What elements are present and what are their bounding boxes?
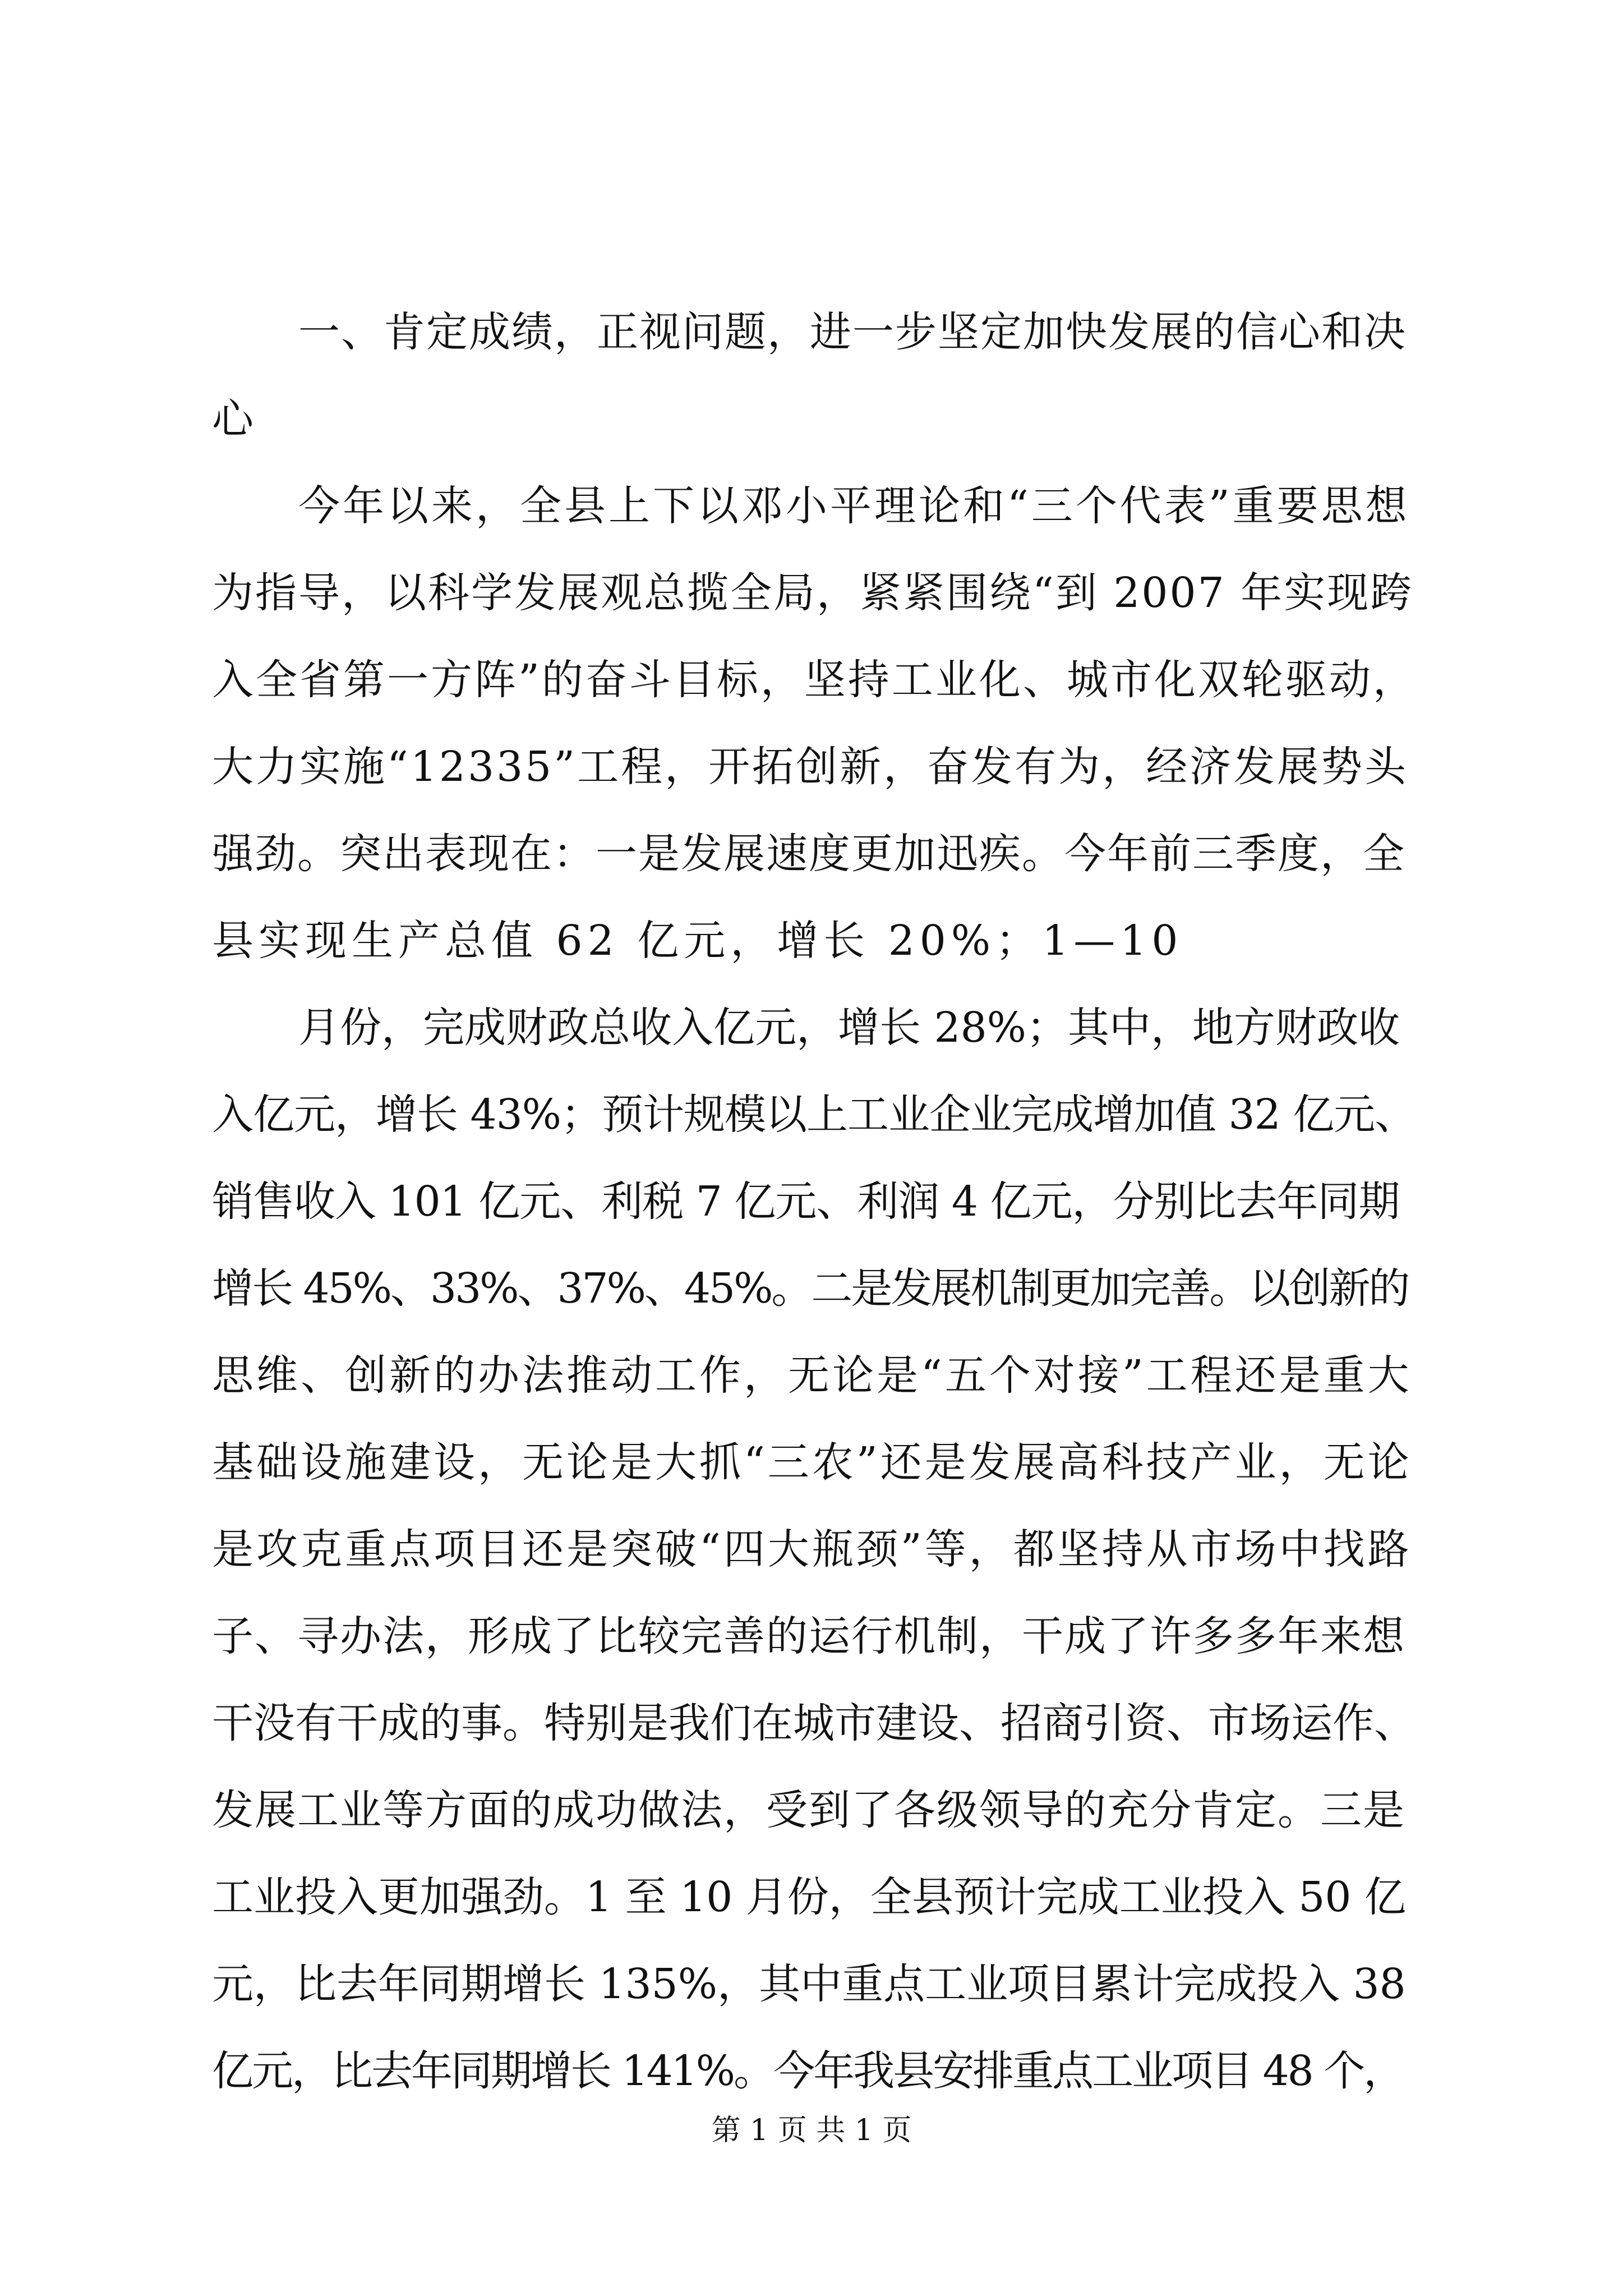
section-heading-line-1: 一、肯定成绩，正视问题，进一步坚定加快发展的信心和决 bbox=[298, 308, 1407, 356]
page-footer: 第 1 页 共 1 页 bbox=[711, 2114, 912, 2147]
paragraph2-line-1: 月份，完成财政总收入亿元，增长 28%；其中，地方财政收 bbox=[298, 1004, 1400, 1052]
paragraph1-line-1: 今年以来，全县上下以邓小平理论和“三个代表”重要思想 bbox=[298, 482, 1410, 530]
paragraph2-line-3: 销售收入 101 亿元、利税 7 亿元、利润 4 亿元，分别比去年同期 bbox=[212, 1177, 1400, 1226]
paragraph1-line-4: 大力实施“12335”工程，开拓创新，奋发有为，经济发展势头 bbox=[212, 743, 1409, 791]
paragraph2-line-2: 入亿元，增长 43%；预计规模以上工业企业完成增加值 32 亿元、 bbox=[212, 1091, 1416, 1139]
paragraph2-line-9: 干没有干成的事。特别是我们在城市建设、招商引资、市场运作、 bbox=[212, 1699, 1415, 1747]
paragraph2-line-12: 元，比去年同期增长 135%，其中重点工业项目累计完成投入 38 bbox=[212, 1960, 1406, 2008]
paragraph2-line-6: 基础设施建设，无论是大抓“三农”还是发展高科技产业，无论 bbox=[212, 1438, 1412, 1487]
paragraph2-line-7: 是攻克重点项目还是突破“四大瓶颈”等，都坚持从市场中找路 bbox=[212, 1525, 1412, 1573]
paragraph2-line-13: 亿元，比去年同期增长 141%。今年我县安排重点工业项目 48 个， bbox=[212, 2047, 1404, 2095]
paragraph2-line-11: 工业投入更加强劲。1 至 10 月份，全县预计完成工业投入 50 亿 bbox=[212, 1873, 1407, 1921]
paragraph2-line-4: 增长 45%、33%、37%、45%。二是发展机制更加完善。以创新的 bbox=[212, 1264, 1409, 1313]
paragraph1-line-3: 入全省第一方阵”的奋斗目标，坚持工业化、城市化双轮驱动， bbox=[212, 656, 1417, 704]
section-heading-line-2: 心 bbox=[212, 395, 259, 443]
paragraph2-line-8: 子、寻办法，形成了比较完善的运行机制，干成了许多多年来想 bbox=[212, 1612, 1405, 1660]
paragraph1-line-2: 为指导，以科学发展观总揽全局，紧紧围绕“到 2007 年实现跨 bbox=[212, 569, 1414, 617]
paragraph1-line-6: 县实现生产总值 62 亿元，增长 20%；1—10 bbox=[212, 917, 1183, 965]
paragraph2-line-10: 发展工业等方面的成功做法，受到了各级领导的充分肯定。三是 bbox=[212, 1786, 1405, 1834]
paragraph2-line-5: 思维、创新的办法推动工作，无论是“五个对接”工程还是重大 bbox=[212, 1351, 1412, 1400]
paragraph1-line-5: 强劲。突出表现在：一是发展速度更加迅疾。今年前三季度，全 bbox=[212, 830, 1405, 878]
